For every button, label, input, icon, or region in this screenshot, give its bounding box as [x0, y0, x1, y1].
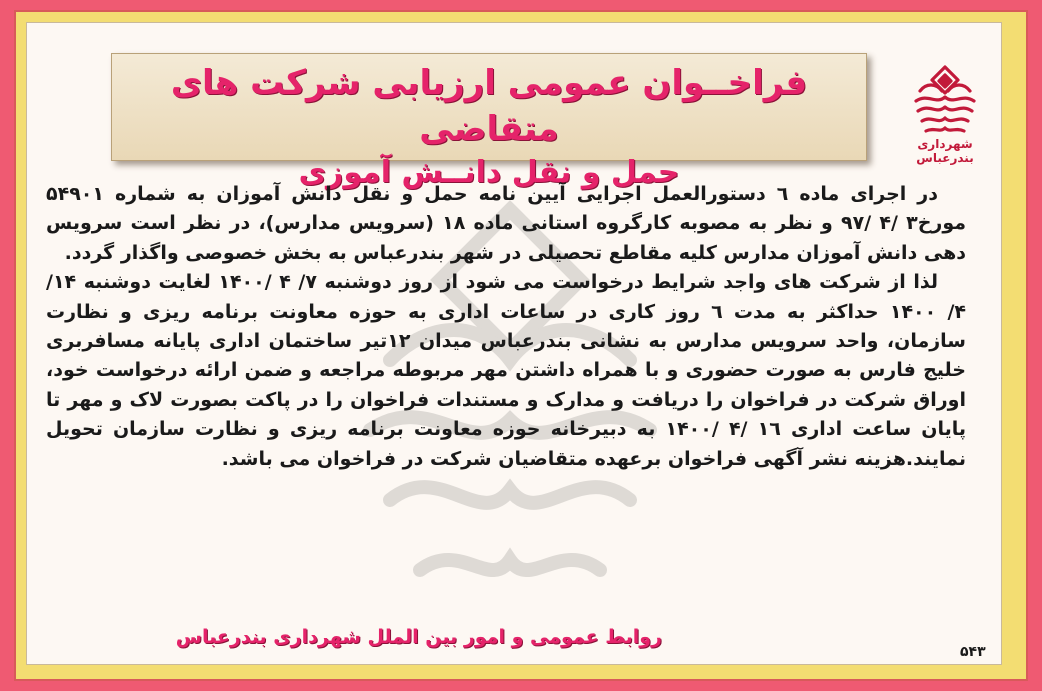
paragraph-intro: در اجرای ماده ٦ دستورالعمل اجرایی آیین نامه حمل و نقل دانش آموزان به شماره ۵۴۹۰۱ مورخ۳ /۴ /۹۷ و نظر به مصوبه کارگروه استانی ماده ۱۸ (سرویس مدارس)، در نظر است سرویس دهی دانش آموزان مدارس کلیه مقاطع تحصیلی در شهر بندرعباس به بخش خصوصی واگذار گردد.: [46, 183, 966, 264]
municipality-logo: [895, 61, 995, 165]
emblem-icon: [906, 61, 984, 139]
page-number: ۵۴۳: [960, 644, 986, 660]
logo-caption: شهرداری بندرعباس: [916, 137, 974, 165]
footer-signature: روابط عمومی و امور بین الملل شهرداری بندرعباس: [175, 626, 662, 648]
announcement-body: [46, 180, 966, 474]
title-line-2: حمل و نقل دانــش آموزی: [298, 155, 680, 190]
paragraph-instructions: لذا از شرکت های واجد شرایط درخواست می شود از روز دوشنبه ۷/ ۴ /۱۴۰۰ لغایت دوشنبه ۱۴/ ۴/ ۱۴۰۰ حداکثر به مدت ٦ روز کاری در ساعات اداری به حوزه معاونت برنامه ریزی و نظارت سازمان، واحد سرویس مدارس به نشانی بندرعباس میدان ۱۲تیر ساختمان اداری پایانه مسافربری خلیج فارس به صورت حضوری و با همراه داشتن مهر مربوطه مراجعه و ضمن ارائه درخواست خود، اوراق شرکت در فراخوان را دریافت و مدارک و مستندات فراخوان را در پاکت بصورت لاک و مهر تا پایان ساعت اداری ۱٦ /۴ /۱۴۰۰ به دبیرخانه حوزه معاونت برنامه ریزی و نظارت سازمان تحویل نمایند.هزینه نشر آگهی فراخوان برعهده متقاضیان شرکت در فراخوان می باشد.: [46, 271, 967, 470]
title-line-1: فراخــوان عمومی ارزیابی شرکت های متقاضی: [170, 63, 808, 149]
title-banner: [111, 53, 867, 190]
